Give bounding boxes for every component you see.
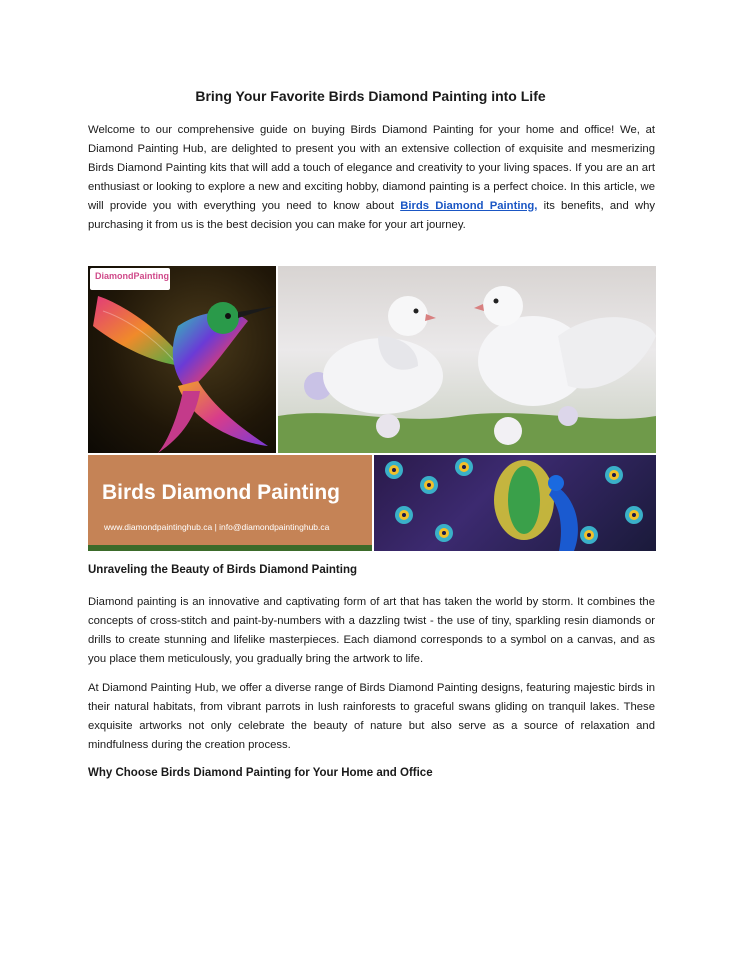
hummingbird-image: [88, 266, 276, 453]
banner-contact: www.diamondpaintinghub.ca | info@diamondpaintinghub.ca: [104, 522, 330, 532]
brand-banner: [88, 455, 372, 551]
doves-image: [278, 266, 656, 453]
hummingbird-illustration: [88, 266, 276, 453]
intro-paragraph: [88, 121, 655, 235]
birds-diamond-painting-link[interactable]: Birds Diamond Painting,: [400, 200, 538, 212]
intro-text-end: its benefits, and why purchasing it from us is the best decision you can make for your art journey.: [88, 200, 656, 231]
paragraph-diamond-painting: Diamond painting is an innovative and captivating form of art that has taken the world by storm. It combines the concepts of cross-stitch and paint-by-numbers with a dazzling twist - the use of tiny, sparkling resin diamonds or drills to create stunning and lifelike masterpieces. Each diamond corresponds to a symbol on a canvas, and as you place them meticulously, you gradually bring the artwork to life.: [88, 596, 655, 665]
paragraph-hub-designs: At Diamond Painting Hub, we offer a diverse range of Birds Diamond Painting designs, featuring majestic birds in their natural habitats, from vibrant parrots in lush rainforests to graceful swans gliding on tranquil lakes. These exquisite artworks not only celebrate the beauty of nature but also serve as a source of relaxation and mindfulness during the creation process.: [88, 682, 655, 751]
peacock-image: [374, 455, 656, 551]
doves-illustration: [278, 266, 656, 453]
banner-title: Birds Diamond Painting: [102, 481, 341, 504]
banner-grass-strip: [88, 545, 372, 551]
intro-text-start: Welcome to our comprehensive guide on buying Birds Diamond Painting for your home and office! We, at Diamond Painting Hub, are delighted to present you with an extensive collection of exquisite and mesmerizing Birds Diamond Painting kits that will add a touch of elegance and creativity to your living spaces. If you are an art enthusiast or looking to explore a new and exciting hobby, diamond painting is a perfect choice. In this article, we will provide you with everything you need to know about: [88, 124, 655, 212]
peacock-illustration: [374, 455, 656, 551]
page-title: Bring Your Favorite Birds Diamond Painting into Life: [195, 88, 546, 104]
birds-collage-image: [88, 266, 656, 551]
section-heading-beauty: Unraveling the Beauty of Birds Diamond Painting: [88, 564, 358, 576]
section-heading-why-choose: Why Choose Birds Diamond Painting for Your Home and Office: [88, 767, 433, 779]
logo-text: DiamondPainting: [95, 271, 169, 281]
diamond-painting-logo: [90, 268, 170, 290]
